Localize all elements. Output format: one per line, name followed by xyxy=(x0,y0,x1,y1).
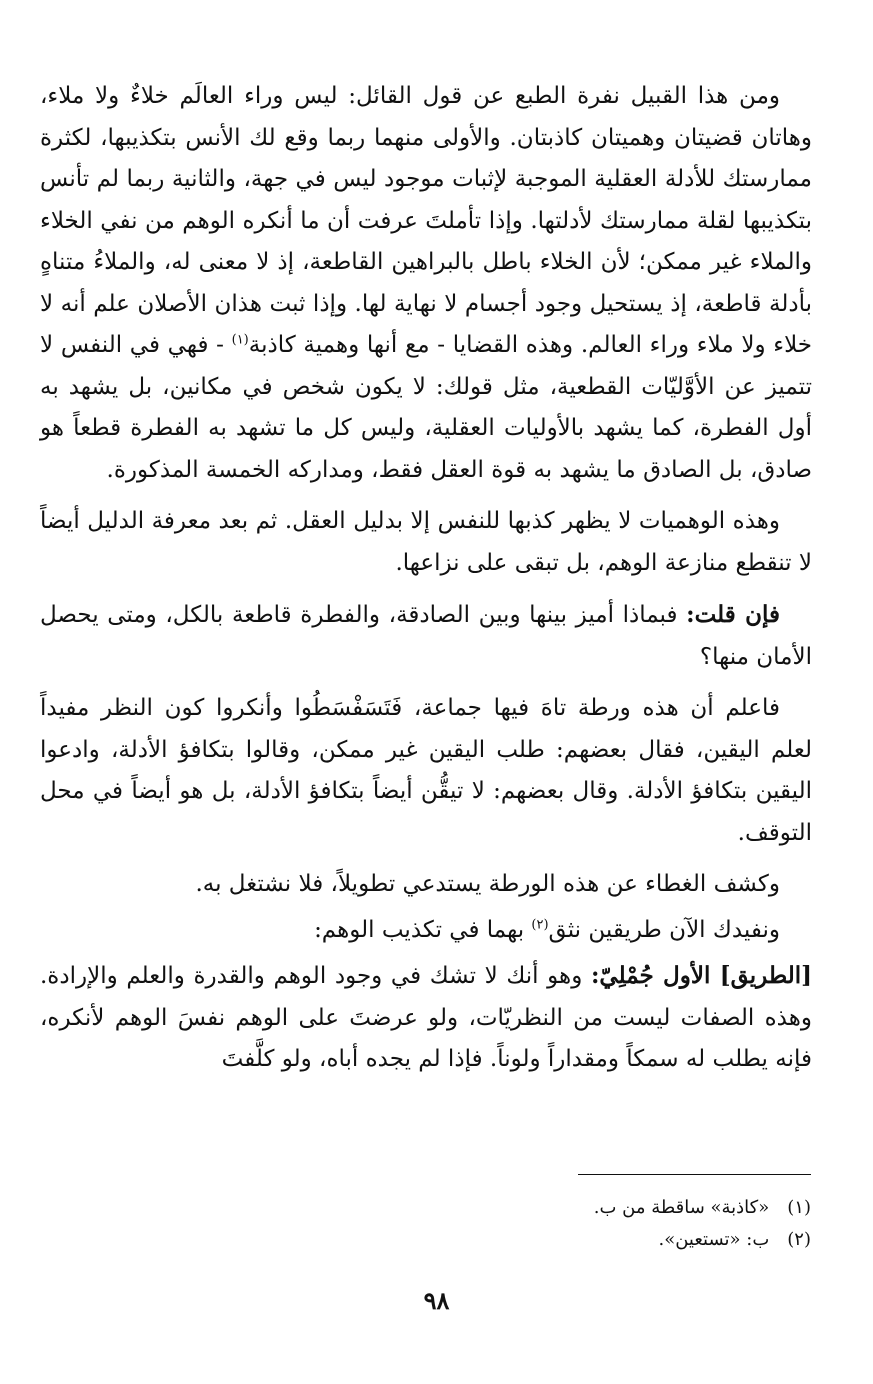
footnote-1 xyxy=(211,1192,811,1224)
paragraph-6 xyxy=(40,910,812,952)
paragraph-7-rest: وهو أنك لا تشك في وجود الوهم والقدرة والعلم والإرادة. وهذه الصفات ليست من النظريّات، ولو عرضتَ على الوهم نفسَ الوهم لأنكره، فإنه يطلب له سمكاً ومقداراً ولوناً. فإذا لم يجده أباه، ولو كلَّفتَ xyxy=(40,963,812,1072)
paragraph-5 xyxy=(40,864,812,906)
footnote-ref-2[interactable]: (٢) xyxy=(531,916,549,932)
footnote-2 xyxy=(211,1224,811,1256)
footnote-1-text: «كاذبة» ساقطة من ب. xyxy=(593,1197,770,1218)
paragraph-6-text: ونفيدك الآن طريقين نثق xyxy=(548,916,780,943)
paragraph-2 xyxy=(40,501,812,584)
footnote-ref-1[interactable]: (١) xyxy=(231,332,249,348)
footnote-1-number: (١) xyxy=(787,1197,811,1218)
paragraph-1-rest: - فهي في النفس لا تتميز عن الأوَّليّات القطعية، مثل قولك: لا يكون شخص في مكانين، بل يشهد به أول الفطرة، كما يشهد بالأوليات العقلية، وليس كل ما تشهد به الفطرة قطعاً هو صادق، بل الصادق ما يشهد به قوة العقل فقط، ومداركه الخمسة المذكورة. xyxy=(40,332,812,483)
paragraph-5-text: وكشف الغطاء عن هذه الورطة يستدعي تطويلاً، فلا نشتغل به. xyxy=(195,871,780,897)
paragraph-4 xyxy=(40,688,812,854)
footnote-2-text: ب: «تستعين». xyxy=(658,1229,770,1250)
paragraph-4-text: فاعلم أن هذه ورطة تاهَ فيها جماعة، فَتَسَفْسَطُوا وأنكروا كون النظر مفيداً لعلم اليقين، فقال بعضهم: طلب اليقين غير ممكن، وقالوا بتكافؤ الأدلة، وادعوا اليقين بتكافؤ الأدلة. وقال بعضهم: لا تيقُّن أيضاً بتكافؤ الأدلة، بل هو أيضاً في محل التوقف. xyxy=(40,695,812,846)
paragraph-1 xyxy=(40,76,812,491)
paragraph-3-lead: فإن قلت: xyxy=(686,601,780,628)
page-number: ٩٨ xyxy=(423,1286,450,1315)
paragraph-7 xyxy=(40,955,812,1081)
paragraph-1-text: ومن هذا القبيل نفرة الطبع عن قول القائل: ليس وراء العالَم خلاءٌ ولا ملاء، وهاتان قضيتان وهميتان كاذبتان. والأولى منهما ربما وقع لك الأنس بتكذيبها، لكثرة ممارستك للأدلة العقلية الموجبة لإثبات موجود ليس في جهة، والثانية ربما لم تأنس بتكذيبها لقلة ممارستك لأدلتها. وإذا تأملتَ عرفت أن ما أنكره الوهم من نفي الخلاء والملاء غير ممكن؛ لأن الخلاء باطل بالبراهين القاطعة، إذ لا معنى له، والملاءُ متناهٍ بأدلة قاطعة، إذ يستحيل وجود أجسام لا نهاية لها. وإذا ثبت هذان الأصلان علم أنه لا خلاء ولا ملاء وراء العالم. وهذه القضايا - مع أنها وهمية كاذبة xyxy=(40,83,813,358)
paragraph-3 xyxy=(40,594,812,678)
footnote-divider xyxy=(578,1174,811,1175)
paragraph-7-lead: [الطريق] الأول جُمْلِيّ: xyxy=(590,962,813,989)
footnote-2-number: (٢) xyxy=(787,1229,811,1250)
paragraph-3-rest: فبماذا أميز بينها وبين الصادقة، والفطرة قاطعة بالكل، ومتى يحصل الأمان منها؟ xyxy=(40,602,812,670)
footnotes xyxy=(211,1192,811,1256)
paragraph-6-rest: بهما في تكذيب الوهم: xyxy=(314,916,532,943)
page-body xyxy=(40,76,812,1091)
paragraph-2-text: وهذه الوهميات لا يظهر كذبها للنفس إلا بدليل العقل. ثم بعد معرفة الدليل أيضاً لا تنقطع منازعة الوهم، بل تبقى على نزاعها. xyxy=(40,508,812,576)
